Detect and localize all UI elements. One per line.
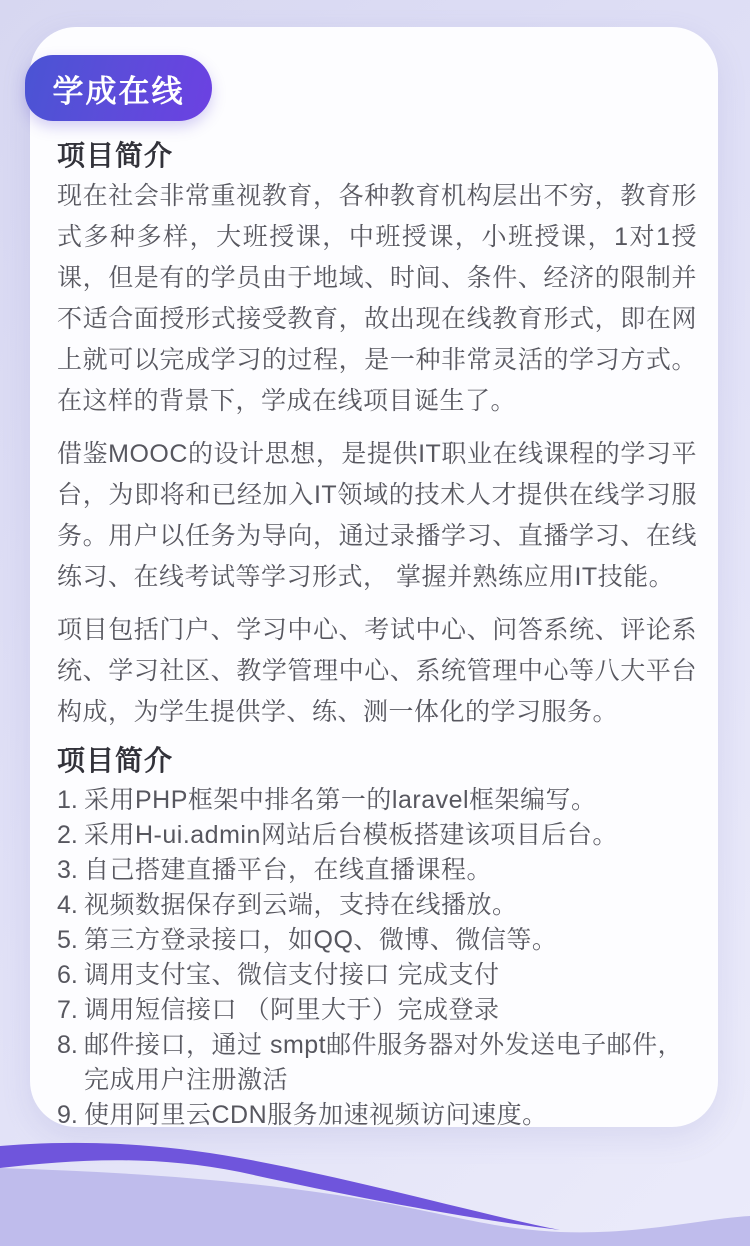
list-item-text: 采用H-ui.admin网站后台模板搭建该项目后台。 bbox=[84, 821, 618, 849]
feature-list-item bbox=[57, 993, 697, 1028]
list-item-text: 调用支付宝、微信支付接口 完成支付 bbox=[84, 961, 500, 989]
list-item-text: 调用短信接口 （阿里大于）完成登录 bbox=[84, 996, 500, 1024]
paragraph: 现在社会非常重视教育，各种教育机构层出不穷，教育形式多种多样，大班授课，中班授课，小班授课，1对1授课，但是有的学员由于地域、时间、条件、经济的限制并不适合面授形式接受教育，故出现在线教育形式，即在网上就可以完成学习的过程，是一种非常灵活的学习方式。在这样的背景下，学成在线项目诞生了。 bbox=[57, 182, 697, 415]
paragraph: 项目包括门户、学习中心、考试中心、问答系统、评论系统、学习社区、教学管理中心、系统管理中心等八大平台构成，为学生提供学、练、测一体化的学习服务。 bbox=[57, 616, 697, 726]
feature-list-item bbox=[57, 1028, 697, 1098]
project-description bbox=[57, 140, 697, 1133]
list-item-text: 自己搭建直播平台，在线直播课程。 bbox=[84, 856, 493, 884]
intro-paragraphs bbox=[57, 176, 697, 733]
list-item-text: 第三方登录接口，如QQ、微博、微信等。 bbox=[84, 926, 558, 954]
bottom-wave-decoration bbox=[0, 1116, 750, 1246]
list-item-number: 1. bbox=[57, 786, 78, 814]
feature-list-item bbox=[57, 888, 697, 923]
list-item-number: 2. bbox=[57, 821, 78, 849]
paragraph: 借鉴MOOC的设计思想，是提供IT职业在线课程的学习平台，为即将和已经加入IT领域的技术人才提供在线学习服务。用户以任务为导向，通过录播学习、直播学习、在线练习、在线考试等学习形式， 掌握并熟练应用IT技能。 bbox=[57, 440, 697, 591]
list-item-text: 邮件接口，通过 smpt邮件服务器对外发送电子邮件，完成用户注册激活 bbox=[84, 1031, 684, 1094]
section-heading-features: 项目简介 bbox=[57, 745, 174, 776]
list-item-number: 6. bbox=[57, 961, 78, 989]
feature-list bbox=[57, 783, 697, 1133]
list-item-number: 8. bbox=[57, 1031, 78, 1059]
feature-list-item bbox=[57, 783, 697, 818]
list-item-number: 3. bbox=[57, 856, 78, 884]
list-item-text: 使用阿里云CDN服务加速视频访问速度。 bbox=[84, 1101, 548, 1129]
list-item-text: 视频数据保存到云端，支持在线播放。 bbox=[84, 891, 518, 919]
feature-list-item bbox=[57, 923, 697, 958]
wave-fill-shape bbox=[0, 1168, 750, 1246]
feature-list-item bbox=[57, 818, 697, 853]
list-item-number: 7. bbox=[57, 996, 78, 1024]
feature-list-item bbox=[57, 958, 697, 993]
project-title-badge bbox=[25, 55, 212, 121]
feature-list-item bbox=[57, 853, 697, 888]
list-item-number: 9. bbox=[57, 1101, 78, 1129]
list-item-number: 4. bbox=[57, 891, 78, 919]
list-item-number: 5. bbox=[57, 926, 78, 954]
project-title-label: 学成在线 bbox=[52, 73, 185, 109]
list-item-text: 采用PHP框架中排名第一的laravel框架编写。 bbox=[84, 786, 597, 814]
section-heading-intro: 项目简介 bbox=[57, 140, 174, 171]
